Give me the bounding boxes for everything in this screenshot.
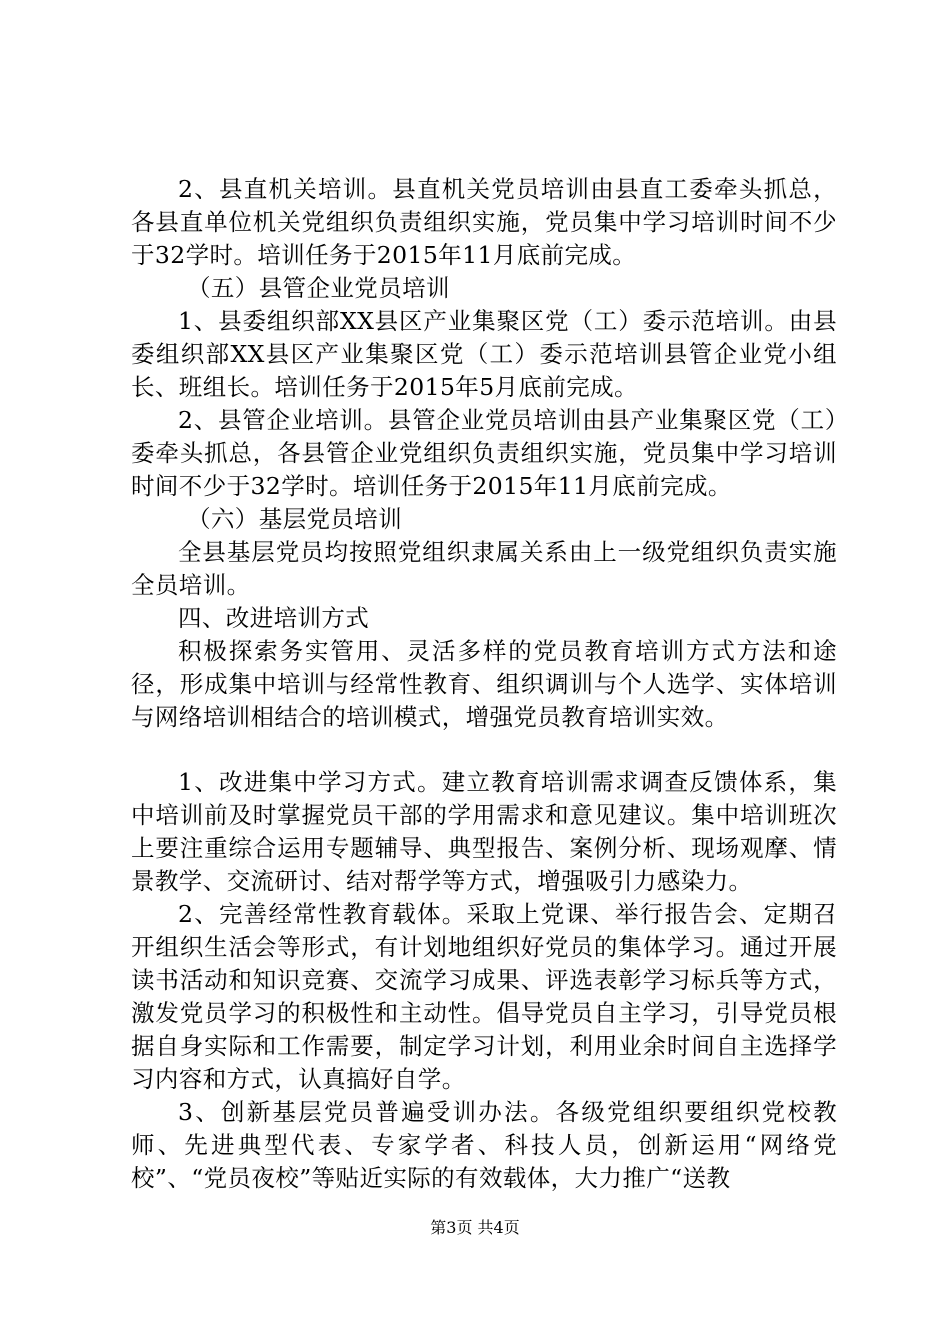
paragraph-agency-training: 2、县直机关培训。县直机关党员培训由县直工委牵头抓总，各县直单位机关党组织负责组织实施，党员集中学习培训时间不少于32学时。培训任务于2015年11月底前完成。 (131, 175, 837, 269)
paragraph-demo-training: 1、县委组织部XX县区产业集聚区党（工）委示范培训。由县委组织部XX县区产业集聚区党（工）委示范培训县管企业党小组长、班组长。培训任务于2015年5月底前完成。 (131, 307, 837, 401)
paragraph-enterprise-training: 2、县管企业培训。县管企业党员培训由县产业集聚区党（工）委牵头抓总，各县管企业党组织负责组织实施，党员集中学习培训时间不少于32学时。培训任务于2015年11月底前完成。 (131, 406, 837, 500)
paragraph-grassroots-innovation: 3、创新基层党员普遍受训办法。各级党组织要组织党校教师、先进典型代表、专家学者、科技人员，创新运用“网络党校”、“党员夜校”等贴近实际的有效载体，大力推广“送教 (131, 1098, 837, 1192)
page-footer: 第3页 共4页 (430, 1218, 520, 1237)
heading-improve-methods: 四、改进培训方式 (178, 604, 370, 632)
paragraph-regular-education: 2、完善经常性教育载体。采取上党课、举行报告会、定期召开组织生活会等形式，有计划地组织好党员的集体学习。通过开展读书活动和知识竞赛、交流学习成果、评选表彰学习标兵等方式，激发党员学习的积极性和主动性。倡导党员自主学习，引导党员根据自身实际和工作需要，制定学习计划，利用业余时间自主选择学习内容和方式，认真搞好自学。 (131, 900, 837, 1093)
paragraph-gap (131, 734, 837, 766)
paragraph-grassroots-training: 全县基层党员均按照党组织隶属关系由上一级党组织负责实施全员培训。 (131, 538, 837, 599)
document-body (131, 173, 837, 1195)
paragraph-centralized-learning: 1、改进集中学习方式。建立教育培训需求调查反馈体系，集中培训前及时掌握党员干部的学用需求和意见建议。集中培训班次上要注重综合运用专题辅导、典型报告、案例分析、现场观摩、情景教学、交流研讨、结对帮学等方式，增强吸引力感染力。 (131, 768, 837, 895)
heading-enterprise-training: （五）县管企业党员培训 (187, 274, 450, 302)
paragraph-improve-methods: 积极探索务实管用、灵活多样的党员教育培训方式方法和途径，形成集中培训与经常性教育、组织调训与个人选学、实体培训与网络培训相结合的培训模式，增强党员教育培训实效。 (131, 637, 837, 731)
heading-grassroots-training: （六）基层党员培训 (187, 505, 403, 533)
